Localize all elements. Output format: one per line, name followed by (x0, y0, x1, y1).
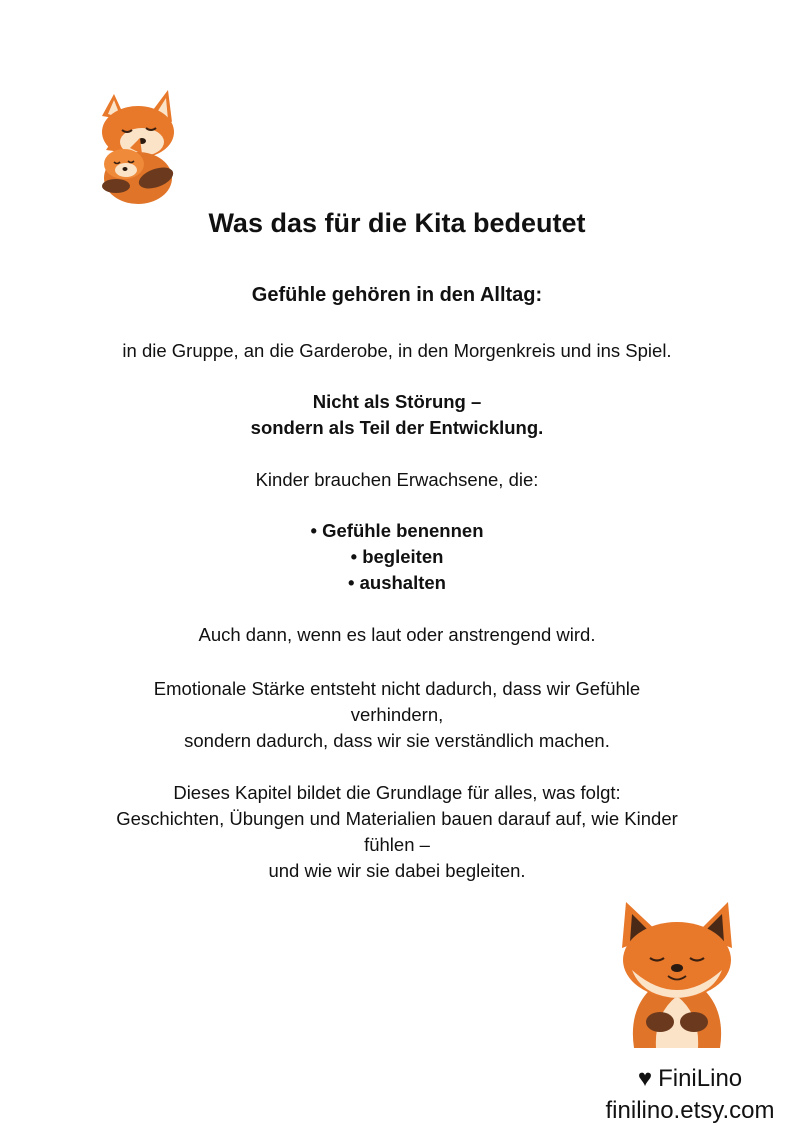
heart-icon: ♥ (637, 1065, 653, 1092)
paragraph-chapter-line-3: fühlen – (364, 834, 430, 855)
paragraph-strength-line-2: verhindern, (350, 704, 444, 725)
list-item: • begleiten (350, 546, 444, 567)
paragraph-chapter-line-4: und wie wir sie dabei begleiten. (268, 860, 526, 881)
list-item: • aushalten (348, 572, 446, 593)
list-item: • Gefühle benennen (310, 520, 484, 541)
section-subtitle: Gefühle gehören in den Alltag: (251, 284, 543, 306)
paragraph-chapter-line-1: Dieses Kapitel bildet die Grundlage für alles, was folgt: (173, 782, 621, 803)
page-title: Was das für die Kita bedeutet (208, 208, 586, 238)
paragraph-chapter-line-2: Geschichten, Übungen und Materialien bauen darauf auf, wie Kinder (116, 808, 678, 829)
paragraph-adults: Kinder brauchen Erwachsene, die: (255, 469, 539, 490)
statement-line-1: Nicht als Störung – (312, 391, 482, 412)
statement-line-2: sondern als Teil der Entwicklung. (250, 417, 544, 438)
paragraph-strength-line-1: Emotionale Stärke entsteht nicht dadurch, dass wir Gefühle (153, 678, 641, 699)
fox-meditating-illustration (612, 898, 742, 1050)
paragraph-strength-line-3: sondern dadurch, dass wir sie verständlich machen. (184, 730, 610, 751)
brand-name (590, 1064, 790, 1094)
brand-url[interactable]: finilino.etsy.com (605, 1097, 775, 1124)
paragraph-even-when: Auch dann, wenn es laut oder anstrengend wird. (198, 624, 596, 645)
paragraph-places: in die Gruppe, an die Garderobe, in den Morgenkreis und ins Spiel. (122, 340, 672, 361)
fox-hug-illustration (92, 86, 187, 206)
brand-label: FiniLino (658, 1065, 743, 1092)
